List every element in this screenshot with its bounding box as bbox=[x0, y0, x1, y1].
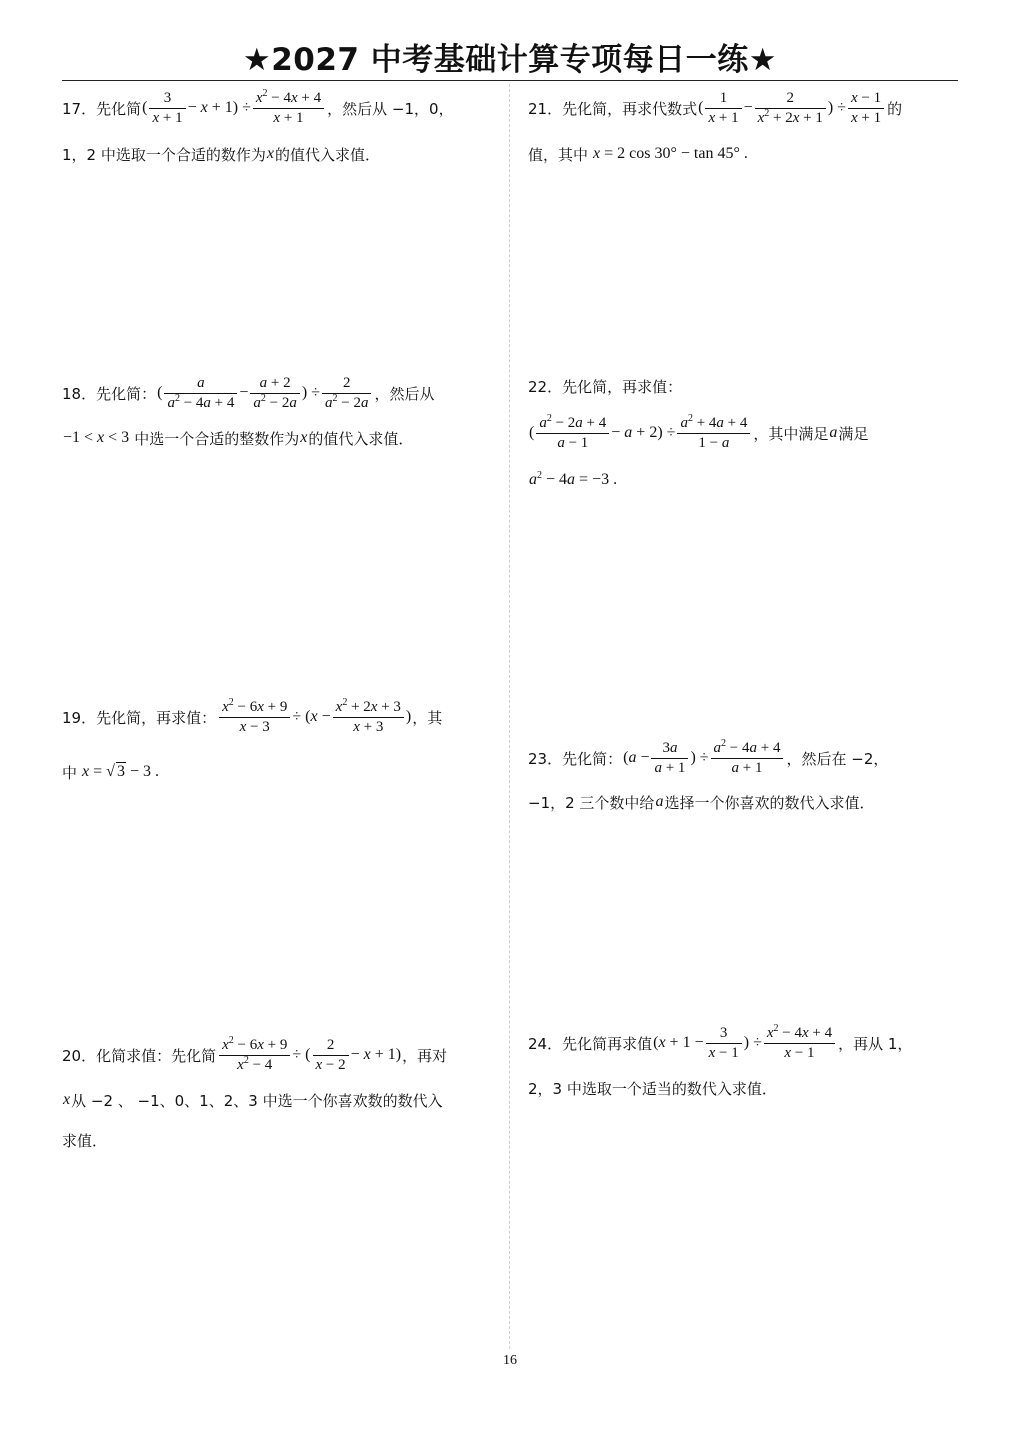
math-expression: x = 2 cos 30° − tan 45° . bbox=[593, 145, 748, 162]
problem-23 bbox=[528, 733, 968, 833]
problem-number: 21． bbox=[528, 99, 563, 118]
math-expression: $\frac{x^2 - 6x + 9}{x^2 - 4}$ ÷ ( $\frac{2}{x - 2}$ − x + 1) bbox=[217, 1036, 401, 1075]
problem-text: −1，2 三个数中给 bbox=[528, 793, 655, 812]
problem-text: 的值代入求值． bbox=[274, 145, 380, 164]
math-expression: ( $\frac{3}{x + 1}$ − x + 1) ÷ $\frac{x^2 - 4x + 4}{x + 1}$ bbox=[142, 89, 326, 128]
problem-21 bbox=[528, 84, 968, 184]
page-title: ★2027 中考基础计算专项每日一练★ bbox=[242, 42, 778, 78]
problem-number: 20． bbox=[62, 1046, 97, 1065]
problem-text: 的 bbox=[887, 99, 903, 118]
problem-text: ，然后从 bbox=[374, 384, 435, 403]
problem-24 bbox=[528, 1018, 968, 1118]
problem-text: 中选一个合适的整数作为 bbox=[134, 429, 300, 448]
math-variable: a bbox=[829, 424, 838, 441]
problem-text: 从 −2 、 −1、0、1、2、3 中选一个你喜欢数的数代入 bbox=[71, 1091, 443, 1110]
header-rule bbox=[62, 80, 958, 81]
problem-text: 中 bbox=[62, 763, 78, 782]
problem-text: 1，2 中选取一个合适的数作为 bbox=[62, 145, 266, 164]
problem-text: ，其中满足 bbox=[753, 424, 829, 443]
problem-number: 23． bbox=[528, 749, 563, 768]
problem-text: 2，3 中选取一个适当的数代入求值． bbox=[528, 1079, 777, 1098]
math-expression: ( $\frac{1}{x + 1}$ − $\frac{2}{x^2 + 2x + 1}$ ) ÷ $\frac{x - 1}{x + 1}$ bbox=[698, 89, 886, 128]
problem-number: 22． bbox=[528, 377, 563, 396]
problem-instruction: 先化简： bbox=[96, 384, 157, 403]
math-variable: x bbox=[266, 145, 274, 162]
problem-text: 选择一个你喜欢的数代入求值． bbox=[664, 793, 875, 812]
column-divider bbox=[509, 84, 510, 1349]
math-expression: $\frac{x^2 - 6x + 9}{x - 3}$ ÷ ( x − $\frac{x^2 + 2x + 3}{x + 3}$ ) bbox=[217, 698, 411, 737]
math-variable: x bbox=[300, 429, 308, 446]
math-expression: ( a − $\frac{3a}{a + 1}$ ) ÷ $\frac{a^2 - 4a + 4}{a + 1}$ bbox=[623, 739, 785, 778]
problem-text: 的值代入求值． bbox=[308, 429, 414, 448]
math-expression: −1 < x < 3 bbox=[63, 429, 134, 446]
math-expression: ( x + 1 − $\frac{3}{x - 1}$ ) ÷ $\frac{x^2 - 4x + 4}{x - 1}$ bbox=[653, 1024, 837, 1063]
problem-22 bbox=[528, 372, 968, 502]
math-expression: ( $\frac{a}{a^2 - 4a + 4}$ − $\frac{a + 2}{a^2 - 2a}$ ) ÷ $\frac{2}{a^2 - 2a}$ bbox=[157, 374, 373, 413]
problem-instruction: 先化简 bbox=[96, 99, 142, 118]
problem-text: ，然后从 −1，0， bbox=[327, 99, 454, 118]
math-expression: x = √ 3 − 3 . bbox=[82, 763, 159, 780]
problem-17 bbox=[62, 84, 502, 184]
problem-instruction: 先化简，再求值： bbox=[562, 377, 683, 396]
problem-text: ，然后在 −2， bbox=[786, 749, 889, 768]
problem-instruction: 先化简，再求值： bbox=[96, 708, 217, 727]
problem-number: 17． bbox=[62, 99, 97, 118]
problem-text: 满足 bbox=[838, 424, 869, 443]
math-expression: $a^2 - 4a = -3$ . bbox=[529, 470, 618, 488]
problem-number: 24． bbox=[528, 1034, 563, 1053]
problem-number: 19． bbox=[62, 708, 97, 727]
problem-text: ，其 bbox=[412, 708, 443, 727]
problem-instruction: 先化简： bbox=[562, 749, 623, 768]
math-variable: a bbox=[655, 793, 664, 810]
page-number: 16 bbox=[503, 1353, 517, 1368]
problem-18 bbox=[62, 368, 502, 468]
problem-instruction: 化简求值：先化简 bbox=[96, 1046, 217, 1065]
problem-text: 值，其中 bbox=[528, 145, 589, 164]
math-variable: x bbox=[63, 1091, 71, 1108]
problem-text: ，再对 bbox=[402, 1046, 448, 1065]
problem-number: 18． bbox=[62, 384, 97, 403]
problem-instruction: 先化简再求值 bbox=[562, 1034, 653, 1053]
problem-text: ，再从 1， bbox=[838, 1034, 913, 1053]
problem-20 bbox=[62, 1030, 502, 1160]
problem-text: 求值． bbox=[62, 1131, 108, 1150]
problem-instruction: 先化简，再求代数式 bbox=[562, 99, 698, 118]
math-expression: ( $\frac{a^2 - 2a + 4}{a - 1}$ − a + 2) ÷ $\frac{a^2 + 4a + 4}{1 - a}$ bbox=[529, 414, 752, 453]
problem-19 bbox=[62, 692, 502, 792]
